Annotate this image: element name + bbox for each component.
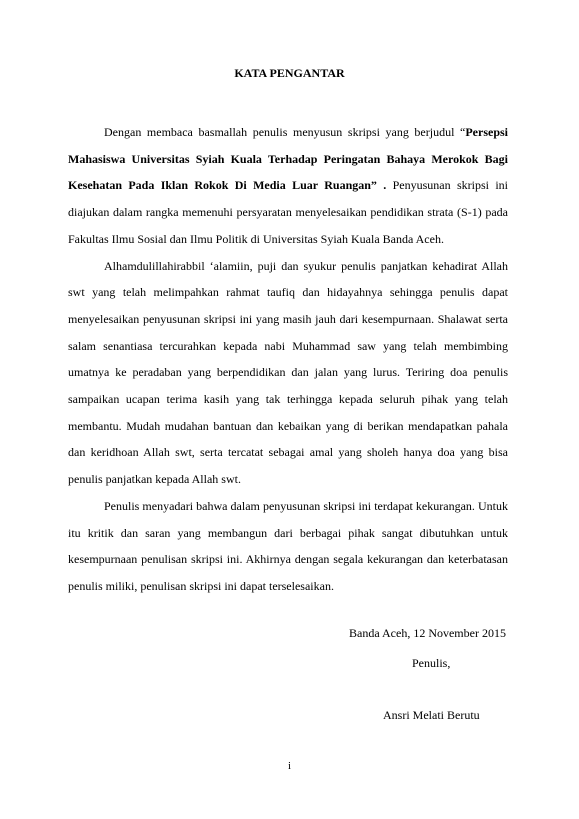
- paragraph-1-intro: Dengan membaca basmallah penulis menyusun skripsi yang berjudul “: [104, 125, 466, 139]
- paragraph-1-rest: Penyusunan skripsi ini diajukan dalam rangka memenuhi persyaratan menyelesaikan pendidikan strata (S-1) pada Fakultas Ilmu Sosial dan Ilmu Politik di Universitas Syiah Kuala Banda Aceh.: [68, 178, 508, 246]
- thesis-title: Persepsi Mahasiswa Universitas Syiah Kuala Terhadap Peringatan Bahaya Merokok Bagi Kesehatan Pada Iklan Rokok Di Media Luar Ruangan” .: [68, 125, 508, 193]
- page-title: KATA PENGANTAR: [234, 66, 345, 80]
- author-name: Ansri Melati Berutu: [383, 708, 480, 722]
- paragraph-2: Alhamdulillahirabbil ‘alamiin, puji dan syukur penulis panjatkan kehadirat Allah swt yang telah melimpahkan rahmat taufiq dan hidayahnya sehingga penulis dapat menyelesaikan penyusunan skripsi ini yang masih jauh dari kesempurnaan. Shalawat serta salam senantiasa tercurahkan kepada nabi Muhammad saw yang telah membimbing umatnya ke peradaban yang berpendidikan dan jalan yang lurus. Teriring doa penulis sampaikan ucapan terima kasih yang tak terhingga kepada seluruh pihak yang telah membantu. Mudah mudahan bantuan dan kebaikan yang di berikan mendapatkan pahala dan keridhoan Allah swt, serta tercatat sebagai amal yang sholeh hanya doa yang bisa penulis panjatkan kepada Allah swt.: [68, 258, 508, 487]
- paragraph-3: Penulis menyadari bahwa dalam penyusunan skripsi ini terdapat kekurangan. Untuk itu kritik dan saran yang membangun dari berbagai pihak sangat dibutuhkan untuk kesempurnaan penulisan skripsi ini. Akhirnya dengan segala kekurangan dan keterbatasan penulis miliki, penulisan skripsi ini dapat terselesaikan.: [68, 498, 508, 593]
- paragraph-1: [68, 119, 508, 253]
- signature-label: Penulis,: [412, 656, 451, 670]
- signature-place-date: Banda Aceh, 12 November 2015: [349, 626, 506, 640]
- body-text: [68, 119, 508, 600]
- page-number: i: [287, 760, 292, 772]
